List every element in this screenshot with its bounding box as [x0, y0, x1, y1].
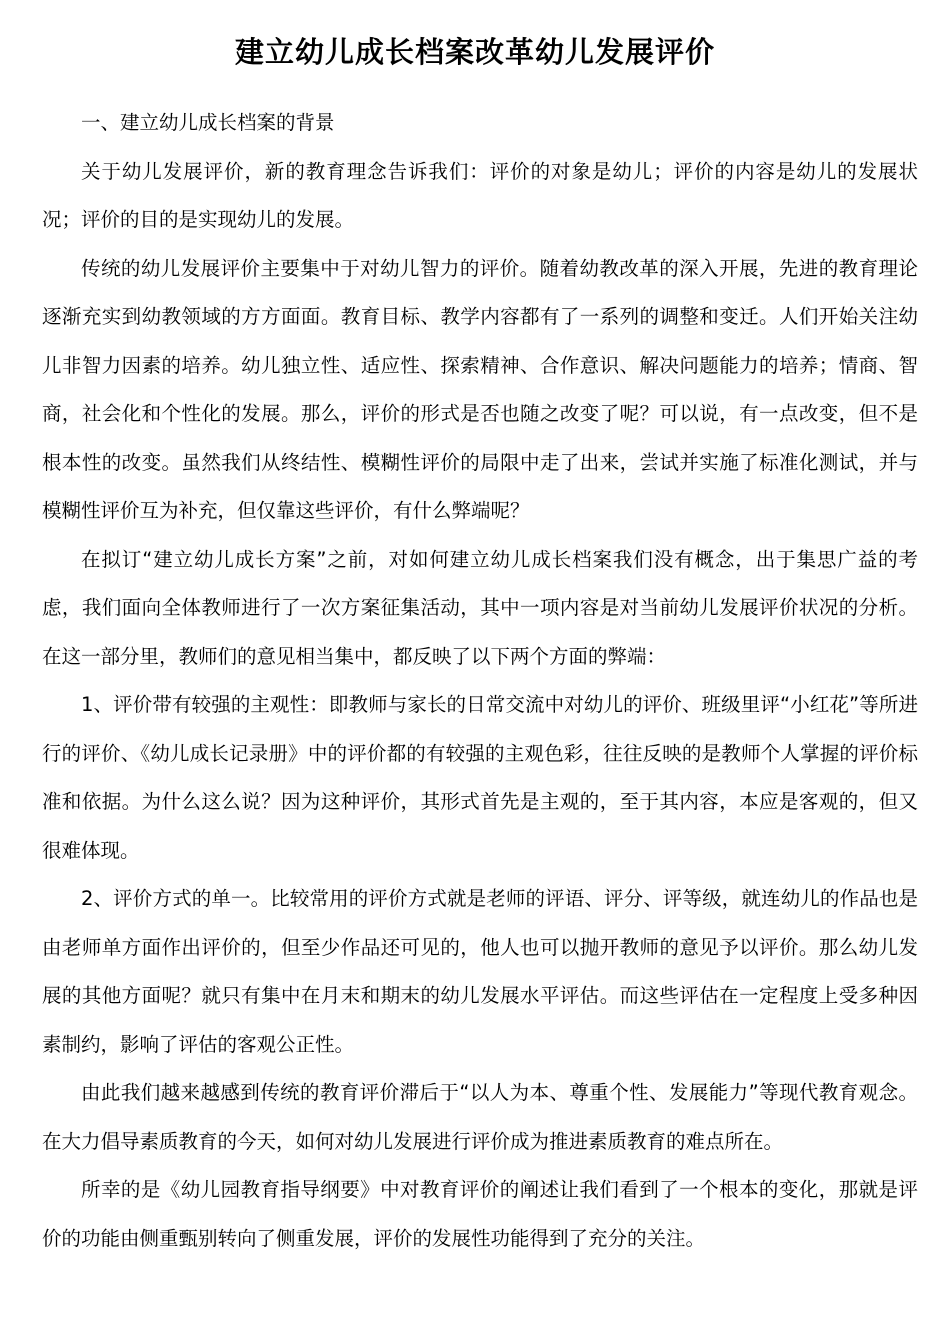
- document-title: 建立幼儿成长档案改革幼儿发展评价: [234, 35, 715, 69]
- document-body: [42, 99, 918, 1263]
- section-heading: 一、建立幼儿成长档案的背景: [81, 111, 335, 134]
- paragraph: 关于幼儿发展评价，新的教育理念告诉我们：评价的对象是幼儿；评价的内容是幼儿的发展状况；评价的目的是实现幼儿的发展。: [42, 159, 918, 231]
- paragraph: 所幸的是《幼儿园教育指导纲要》中对教育评价的阐述让我们看到了一个根本的变化，那就是评价的功能由侧重甄别转向了侧重发展，评价的发展性功能得到了充分的关注。: [42, 1178, 918, 1250]
- paragraph: 传统的幼儿发展评价主要集中于对幼儿智力的评价。随着幼教改革的深入开展，先进的教育理论逐渐充实到幼教领域的方方面面。教育目标、教学内容都有了一系列的调整和变迁。人们开始关注幼儿非智力因素的培养。幼儿独立性、适应性、探索精神、合作意识、解决问题能力的培养；情商、智商，社会化和个性化的发展。那么，评价的形式是否也随之改变了呢？可以说，有一点改变，但不是根本性的改变。虽然我们从终结性、模糊性评价的局限中走了出来，尝试并实施了标准化测试，并与模糊性评价互为补充，但仅靠这些评价，有什么弊端呢？: [42, 256, 918, 522]
- paragraph: 2、评价方式的单一。比较常用的评价方式就是老师的评语、评分、评等级，就连幼儿的作品也是由老师单方面作出评价的，但至少作品还可见的，他人也可以抛开教师的意见予以评价。那么幼儿发展的其他方面呢？就只有集中在月末和期末的幼儿发展水平评估。而这些评估在一定程度上受多种因素制约，影响了评估的客观公正性。: [42, 887, 918, 1056]
- paragraph: 1、评价带有较强的主观性：即教师与家长的日常交流中对幼儿的评价、班级里评“小红花”等所进行的评价、《幼儿成长记录册》中的评价都的有较强的主观色彩，往往反映的是教师个人掌握的评价标准和依据。为什么这么说？因为这种评价，其形式首先是主观的，至于其内容，本应是客观的，但又很难体现。: [42, 693, 918, 862]
- paragraph: 在拟订“建立幼儿成长方案”之前，对如何建立幼儿成长档案我们没有概念，出于集思广益的考虑，我们面向全体教师进行了一次方案征集活动，其中一项内容是对当前幼儿发展评价状况的分析。在这一部分里，教师们的意见相当集中，都反映了以下两个方面的弊端：: [42, 547, 918, 668]
- paragraph: 由此我们越来越感到传统的教育评价滞后于“以人为本、尊重个性、发展能力”等现代教育观念。在大力倡导素质教育的今天，如何对幼儿发展进行评价成为推进素质教育的难点所在。: [42, 1081, 918, 1153]
